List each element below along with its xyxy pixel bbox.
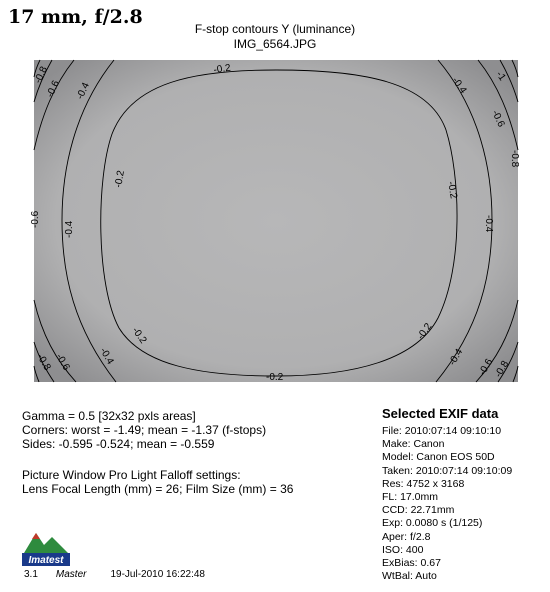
label-08-tr: -0.8 (509, 150, 520, 168)
exif-row: Exp: 0.0080 s (1/125) (382, 517, 483, 530)
exif-row: CCD: 22.71mm (382, 504, 455, 517)
settings-title: Picture Window Pro Light Falloff settings: (22, 468, 241, 482)
settings-values: Lens Focal Length (mm) = 26; Film Size (mm) = 36 (22, 482, 294, 496)
exif-row: Taken: 2010:07:14 09:10:09 (382, 464, 513, 477)
label-08-br: -0.8 (493, 359, 512, 380)
exif-row: ExBias: 0.67 (382, 557, 441, 570)
exif-row: WtBal: Auto (382, 570, 437, 583)
main-title: 17 mm, f/2.8 (8, 6, 143, 28)
label-06-br: -0.6 (477, 357, 496, 378)
imatest-logo (22, 527, 70, 566)
stat-corners: Corners: worst = -1.49; mean = -1.37 (f-stops) (22, 423, 267, 437)
exif-row: FL: 17.0mm (382, 491, 439, 504)
label-02-right: -0.2 (445, 180, 459, 200)
footer-version: 3.1 (24, 569, 38, 580)
plot-background (34, 60, 518, 382)
exif-row: Aper: f/2.8 (382, 530, 431, 543)
exif-heading: Selected EXIF data (382, 406, 499, 421)
label-06-left: -0.6 (30, 210, 41, 228)
label-02-bottom: -0.2 (266, 372, 284, 383)
exif-list (382, 425, 512, 583)
contour-plot (30, 60, 520, 383)
label-02-left: -0.2 (113, 169, 127, 189)
label-02-top: -0.2 (212, 62, 232, 76)
exif-row: ISO: 400 (382, 543, 424, 556)
label-08-tl: -0.8 (32, 64, 51, 86)
label-04-tl: -0.4 (74, 80, 93, 102)
label-10-tr: -1 (493, 69, 508, 84)
stat-gamma: Gamma = 0.5 [32x32 pxls areas] (22, 409, 196, 423)
exif-row: File: 2010:07:14 09:10:10 (382, 425, 502, 437)
imatest-logo-icon (22, 527, 70, 566)
label-04-bl: -0.4 (97, 346, 116, 367)
footer-timestamp: 19-Jul-2010 16:22:48 (110, 569, 205, 580)
label-06-bl: -0.6 (53, 352, 72, 373)
stat-sides: Sides: -0.595 -0.524; mean = -0.559 (22, 437, 215, 451)
label-04-br: -0.4 (447, 347, 466, 368)
chart-subtitle: F-stop contours Y (luminance) (194, 22, 356, 36)
label-04-tr: -0.4 (449, 75, 469, 96)
label-06-tr: -0.6 (489, 108, 507, 129)
label-04-left: -0.4 (64, 220, 75, 238)
exif-row: Model: Canon EOS 50D (382, 451, 495, 464)
footer-edition: Master (55, 569, 87, 580)
label-02-br: -0.2 (415, 321, 435, 342)
image-filename: IMG_6564.JPG (233, 37, 317, 51)
exif-row: Make: Canon (382, 438, 445, 451)
contour-svg (30, 60, 520, 383)
label-06-tl: -0.6 (44, 78, 63, 100)
label-04-right: -0.4 (483, 215, 494, 233)
label-08-bl: -0.8 (34, 352, 53, 373)
label-02-bl: -0.2 (129, 325, 149, 346)
exif-row: Res: 4752 x 3168 (382, 477, 465, 490)
footer (24, 569, 223, 580)
logo-text: Imatest (28, 555, 64, 566)
